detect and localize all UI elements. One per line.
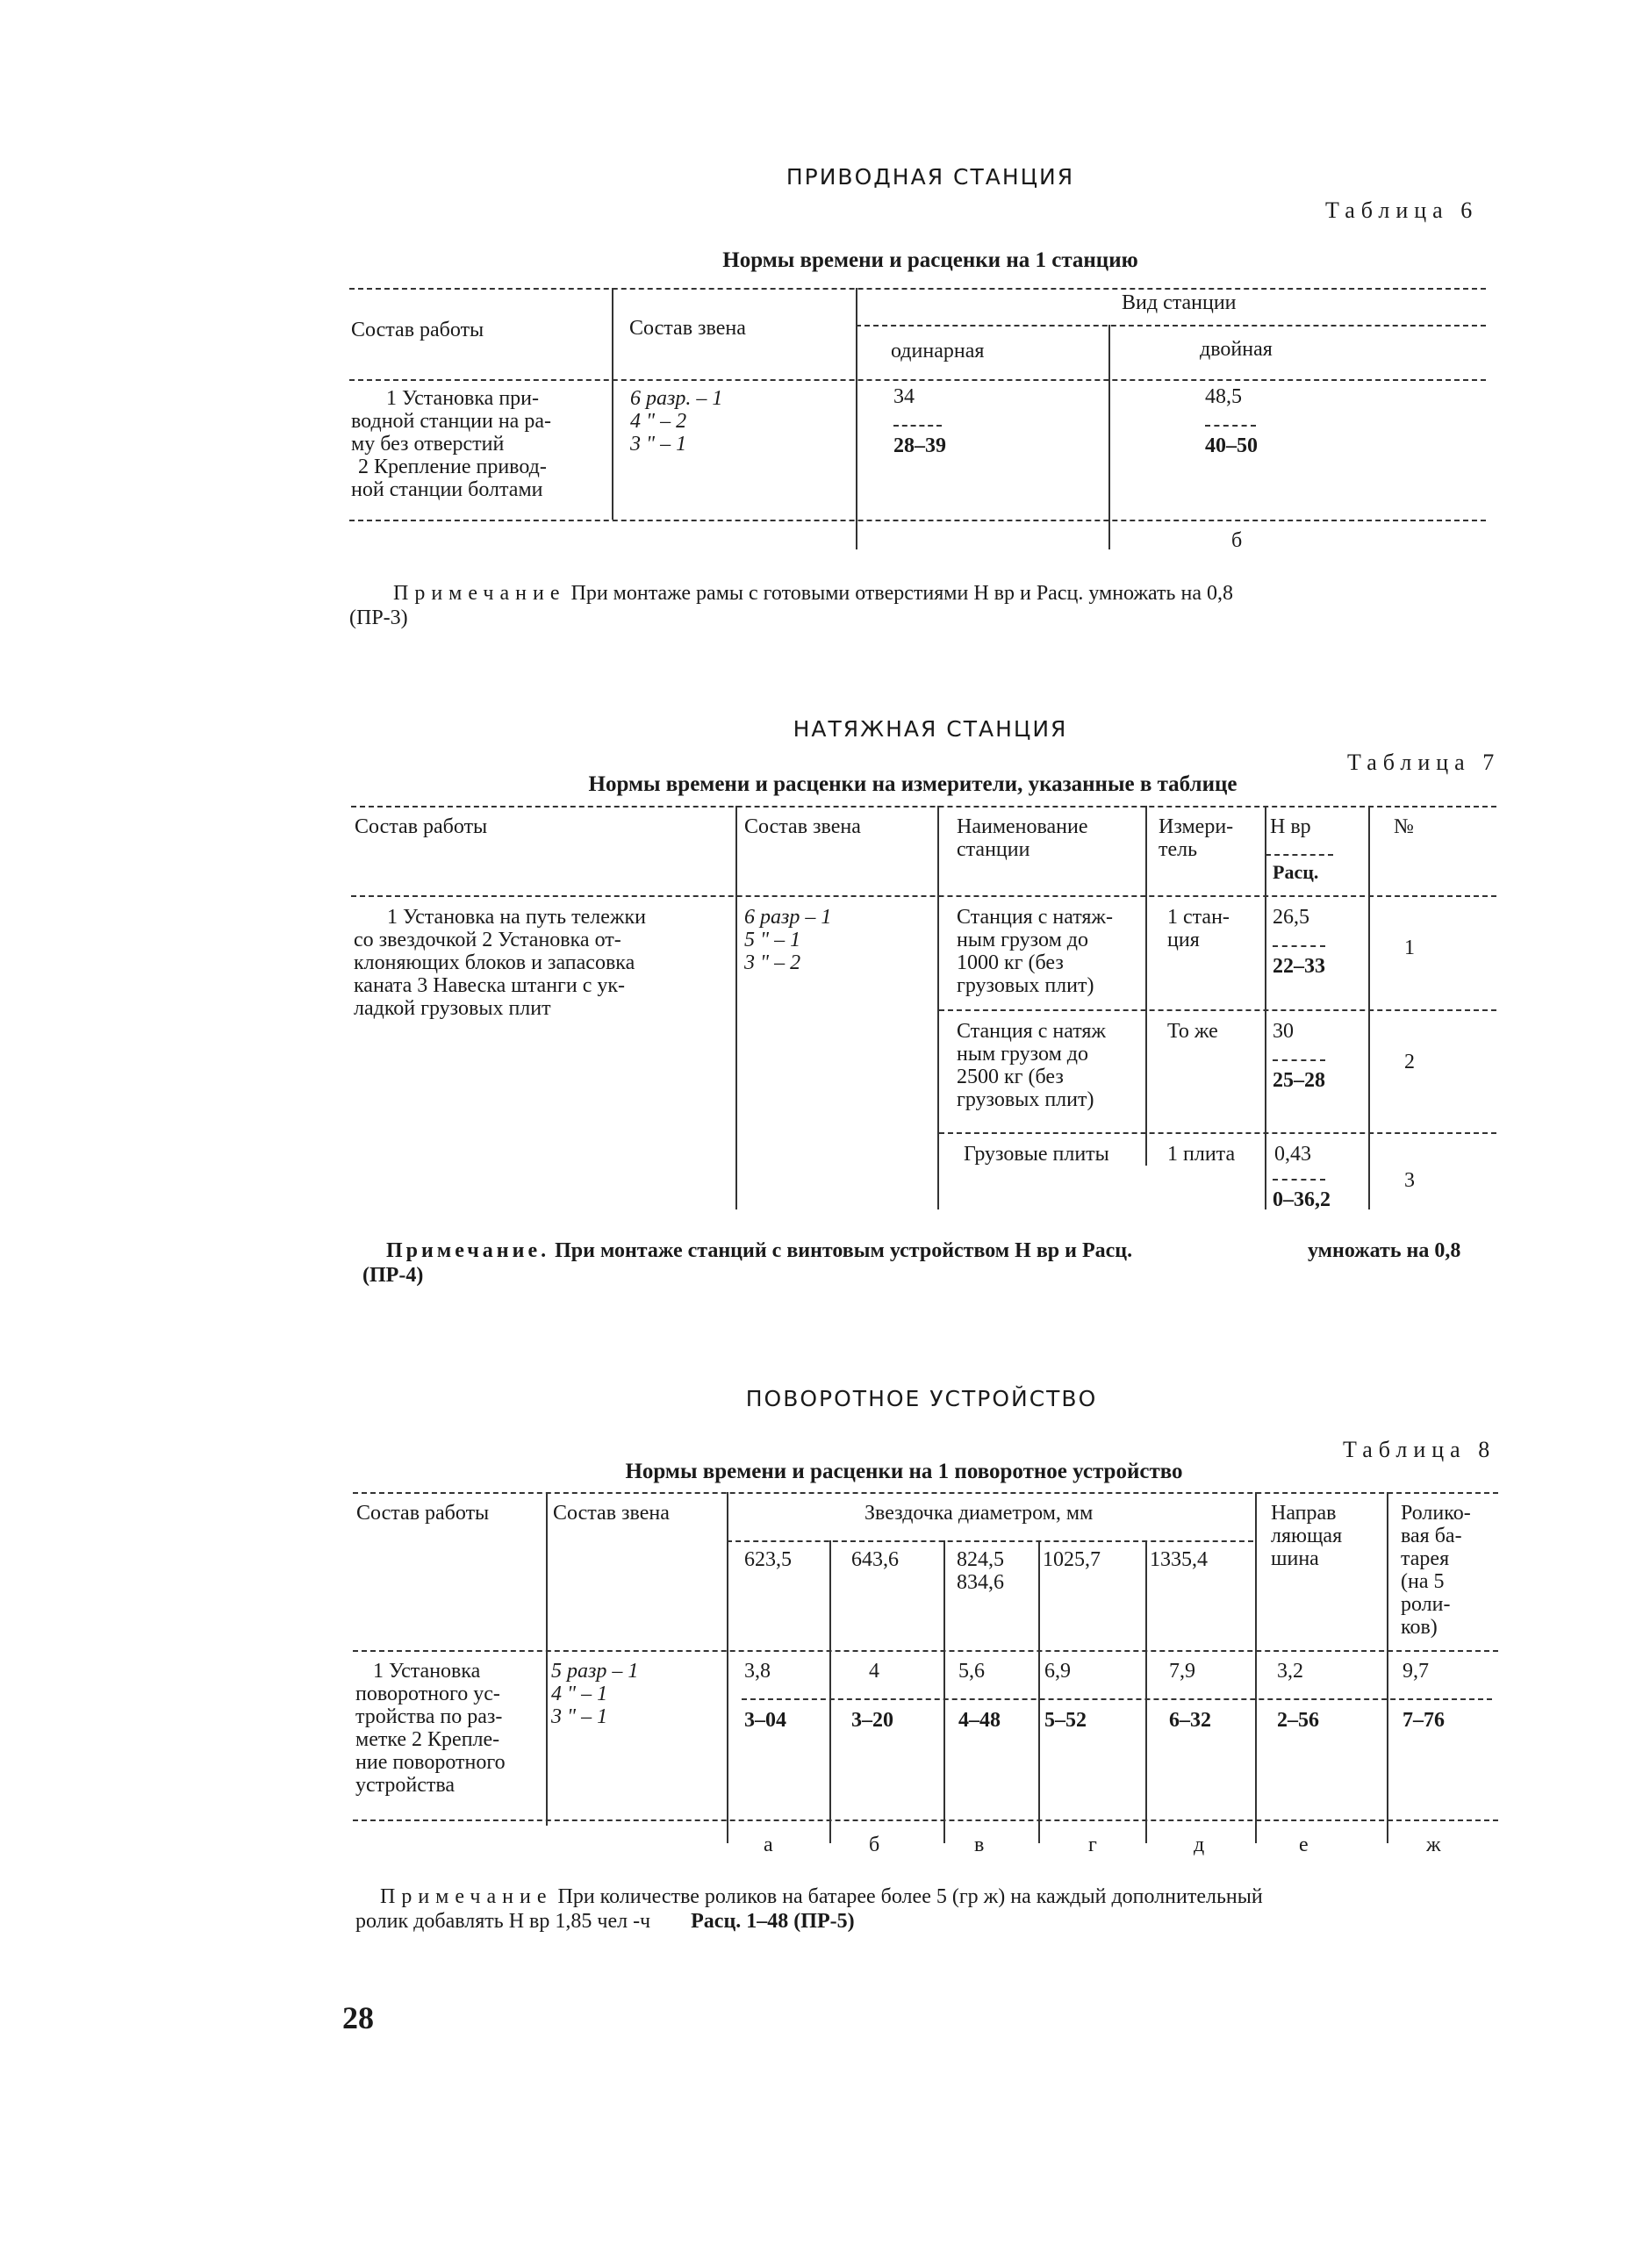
column-letter: в bbox=[974, 1834, 985, 1856]
price-value: 2–56 bbox=[1277, 1709, 1319, 1732]
header-guide: Направ ляющая шина bbox=[1271, 1502, 1343, 1570]
header-single: одинарная bbox=[891, 340, 985, 362]
header-norm: Н вр bbox=[1270, 815, 1311, 838]
station-name: Грузовые плиты bbox=[964, 1143, 1109, 1166]
price-value: 25–28 bbox=[1273, 1069, 1325, 1092]
price-value: 22–33 bbox=[1273, 955, 1325, 978]
note-ref: (ПР-3) bbox=[349, 606, 408, 629]
price-value: 0–36,2 bbox=[1273, 1188, 1331, 1211]
page-number: 28 bbox=[342, 2000, 374, 2035]
station-name: Станция с натяж ным грузом до 2500 кг (без грузовых плит) bbox=[957, 1020, 1107, 1111]
norm-single: 34 bbox=[893, 385, 915, 408]
norm-value: 30 bbox=[1273, 1020, 1294, 1043]
column-letter: е bbox=[1299, 1834, 1309, 1856]
table-caption: Нормы времени и расценки на 1 станцию bbox=[722, 248, 1138, 272]
note-text: ролик добавлять Н вр 1,85 чел -ч bbox=[355, 1909, 651, 1933]
column-letter: д bbox=[1194, 1834, 1205, 1856]
column-letter: б bbox=[869, 1834, 880, 1856]
norm-value: 9,7 bbox=[1402, 1660, 1429, 1683]
section-heading: ПОВОРОТНОЕ УСТРОЙСТВО bbox=[745, 1386, 1098, 1411]
station-meter: То же bbox=[1167, 1020, 1218, 1043]
header-diameter: 643,6 bbox=[851, 1548, 899, 1571]
crew-composition: 6 разр – 1 5 " – 1 3 " – 2 bbox=[744, 906, 832, 974]
norm-value: 6,9 bbox=[1044, 1660, 1071, 1683]
table-label: Таблица 7 bbox=[1347, 750, 1501, 775]
row-number: 2 bbox=[1404, 1051, 1415, 1073]
table-caption: Нормы времени и расценки на 1 поворотное устройство bbox=[625, 1460, 1183, 1483]
price-single: 28–39 bbox=[893, 434, 946, 457]
price-value: 6–32 bbox=[1169, 1709, 1211, 1732]
header-work: Состав работы bbox=[351, 319, 484, 341]
crew-composition: 5 разр – 1 4 " – 1 3 " – 1 bbox=[551, 1660, 639, 1728]
norm-value: 3,2 bbox=[1277, 1660, 1303, 1683]
note-price: Расц. 1–48 (ПР-5) bbox=[691, 1909, 855, 1933]
work-description: 1 Установка на путь тележки со звездочкой 2 Установка от- клоняющих блоков и запасовка каната 3 Навеска штанги с ук- ладкой грузовых плит bbox=[354, 906, 646, 1020]
price-value: 3–04 bbox=[744, 1709, 786, 1732]
norm-value: 4 bbox=[869, 1660, 879, 1683]
table-note bbox=[386, 1239, 1510, 1264]
header-crew: Состав звена bbox=[629, 317, 746, 340]
norm-value: 0,43 bbox=[1274, 1143, 1311, 1166]
price-value: 7–76 bbox=[1402, 1709, 1445, 1732]
work-description: 1 Установка при- водной станции на ра- му без отверстий 2 Крепление привод- ной станции болтами bbox=[351, 387, 551, 501]
header-diameter: 1335,4 bbox=[1150, 1548, 1208, 1571]
price-value: 4–48 bbox=[958, 1709, 1001, 1732]
note-text: При количестве роликов на батарее более 5 (гр ж) на каждый дополнительный bbox=[557, 1885, 1263, 1908]
row-number: 3 bbox=[1404, 1169, 1415, 1192]
column-letter: г bbox=[1088, 1834, 1097, 1856]
note-text: При монтаже станций с винтовым устройством Н вр и Расц. bbox=[555, 1239, 1133, 1262]
section-heading: НАТЯЖНАЯ СТАНЦИЯ bbox=[793, 716, 1068, 742]
station-name: Станция с натяж- ным грузом до 1000 кг (без грузовых плит) bbox=[957, 906, 1114, 997]
station-meter: 1 плита bbox=[1167, 1143, 1236, 1166]
header-diameter: 623,5 bbox=[744, 1548, 792, 1571]
column-letter: б bbox=[1231, 529, 1243, 552]
price-value: 5–52 bbox=[1044, 1709, 1087, 1732]
note-ref: (ПР-4) bbox=[362, 1264, 424, 1287]
norm-value: 7,9 bbox=[1169, 1660, 1195, 1683]
column-letter: ж bbox=[1426, 1834, 1441, 1856]
crew-composition: 6 разр. – 1 4 " – 2 3 " – 1 bbox=[630, 387, 723, 456]
column-letter: а bbox=[764, 1834, 773, 1856]
header-price: Расц. bbox=[1273, 861, 1319, 883]
table-label: Таблица 6 bbox=[1325, 197, 1479, 223]
header-work: Состав работы bbox=[355, 815, 488, 838]
header-number: № bbox=[1394, 815, 1414, 838]
note-text: При монтаже рамы с готовыми отверстиями Н вр и Расц. умножать на 0,8 bbox=[570, 582, 1233, 605]
station-meter: 1 стан- ция bbox=[1167, 906, 1230, 951]
table-note bbox=[349, 582, 1490, 630]
norm-double: 48,5 bbox=[1205, 385, 1242, 408]
note-label: Примечание bbox=[393, 582, 566, 605]
header-diameter: 824,5 834,6 bbox=[957, 1548, 1004, 1594]
row-number: 1 bbox=[1404, 937, 1415, 959]
note-label: Примечание bbox=[380, 1885, 553, 1908]
header-diameter: 1025,7 bbox=[1043, 1548, 1101, 1571]
note-label: Примечание. bbox=[386, 1239, 550, 1262]
header-meter: Измери- тель bbox=[1159, 815, 1234, 861]
table-note bbox=[355, 1885, 1496, 1934]
header-work: Состав работы bbox=[356, 1502, 490, 1525]
norm-value: 3,8 bbox=[744, 1660, 771, 1683]
section-heading: ПРИВОДНАЯ СТАНЦИЯ bbox=[786, 164, 1075, 190]
header-crew: Состав звена bbox=[744, 815, 861, 838]
price-value: 3–20 bbox=[851, 1709, 893, 1732]
header-double: двойная bbox=[1200, 338, 1273, 361]
header-sprocket: Звездочка диаметром, мм bbox=[864, 1502, 1094, 1525]
price-double: 40–50 bbox=[1205, 434, 1258, 457]
norm-value: 26,5 bbox=[1273, 906, 1309, 929]
note-multiplier: умножать на 0,8 bbox=[1308, 1239, 1461, 1262]
norm-value: 5,6 bbox=[958, 1660, 985, 1683]
header-roller: Ролико- вая ба- тарея (на 5 роли- ков) bbox=[1401, 1502, 1471, 1639]
header-station-name: Наименование станции bbox=[957, 815, 1088, 861]
header-station-type: Вид станции bbox=[1122, 291, 1237, 314]
header-crew: Состав звена bbox=[553, 1502, 670, 1525]
work-description: 1 Установка поворотного ус- тройства по раз- метке 2 Крепле- ние поворотного устройства bbox=[355, 1660, 506, 1797]
table-label: Таблица 8 bbox=[1343, 1437, 1496, 1462]
table-caption: Нормы времени и расценки на измерители, указанные в таблице bbox=[588, 772, 1238, 796]
